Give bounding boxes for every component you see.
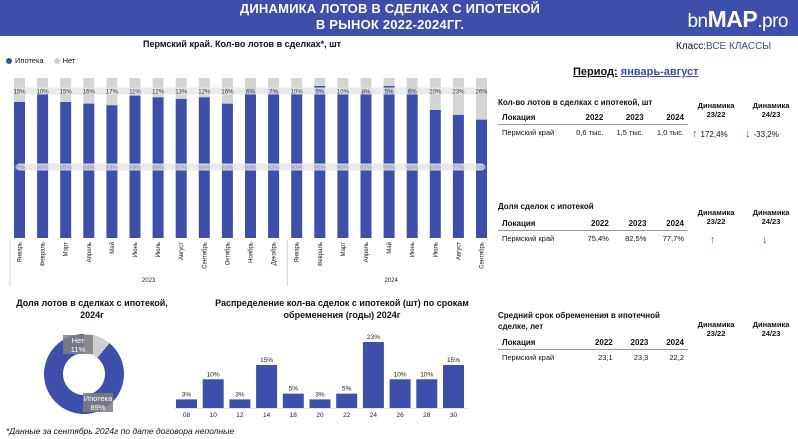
data-label-mortgage: 94% (244, 165, 257, 172)
table2-cell-2022: 75,4% (575, 231, 613, 247)
period-label: Период: (573, 66, 618, 78)
term-bar (203, 379, 224, 408)
bar-mortgage (453, 115, 464, 238)
donut-chart (40, 328, 140, 422)
data-label-none: 11% (129, 89, 141, 96)
table3-dyn1-head: Динамика 23/22 (697, 320, 735, 338)
group-label: 2024 (384, 278, 398, 284)
x-tick-label: Август (456, 242, 463, 261)
term-distribution-chart (172, 326, 492, 426)
term-bar-label: 15% (446, 356, 461, 364)
bar-mortgage (314, 86, 325, 238)
bar-mortgage (245, 88, 256, 238)
term-x-tick: 28 (423, 412, 431, 419)
term-bar-label: 3% (181, 391, 192, 399)
bar-none (314, 78, 325, 86)
x-tick-label: Август (179, 242, 186, 261)
term-bar (256, 365, 277, 408)
table2 (498, 217, 688, 246)
table3-col-location: Локация (502, 338, 536, 347)
table3-col-2023: 2023 (630, 338, 649, 347)
table-row (498, 125, 688, 141)
data-label-none: 8% (361, 89, 371, 96)
x-tick-label: Июнь (133, 242, 139, 258)
term-bar-label: 3% (235, 391, 245, 399)
term-bar (390, 379, 411, 408)
term-bar (176, 399, 197, 408)
table1-cell-location: Пермский край (498, 125, 567, 141)
bar-mortgage (407, 88, 418, 238)
term-bar-label: 10% (206, 371, 220, 379)
bnmap-logo: bnMAP.pro (687, 6, 788, 32)
x-tick-label: Октябрь (225, 242, 232, 266)
data-label-mortgage: 88% (152, 165, 165, 172)
term-x-tick: 20 (316, 412, 324, 419)
donut-value: 11% (70, 345, 86, 354)
x-tick-label: Ноябрь (248, 242, 255, 263)
table2-cell-2024: 77,7% (650, 231, 688, 247)
table2-dyn1 (710, 234, 716, 246)
page-title-line1: ДИНАМИКА ЛОТОВ В СДЕЛКАХ С ИПОТЕКОЙ (239, 1, 541, 16)
data-label-none: 10% (336, 89, 349, 96)
data-label-mortgage: 80% (429, 165, 442, 172)
term-bar (229, 399, 250, 408)
table3-cell-2022: 23,1 (581, 350, 617, 366)
page-title (200, 1, 580, 33)
group-label: 2023 (141, 278, 156, 284)
term-bar-label: 3% (315, 391, 325, 399)
x-tick-label: Май (109, 242, 116, 254)
term-bar (336, 394, 357, 408)
donut-label: Ипотека (83, 394, 113, 403)
data-label-none: 15% (59, 89, 72, 96)
data-label-none: 23% (452, 89, 465, 96)
term-x-tick: 12 (236, 412, 244, 419)
x-tick-label: Сентябрь (202, 242, 209, 269)
table3-col-2024: 2024 (666, 338, 684, 347)
data-label-mortgage: 92% (359, 165, 373, 172)
bar-mortgage (476, 120, 487, 238)
arrow-up-icon: ↑ (692, 128, 698, 140)
table2-col-2023: 2023 (628, 219, 647, 228)
data-label-mortgage: 74% (475, 165, 488, 172)
period-filter[interactable] (573, 66, 699, 78)
bar-none (476, 78, 487, 120)
table3-col-2022: 2022 (594, 338, 613, 347)
class-filter[interactable] (676, 41, 771, 52)
donut-title: Доля лотов в сделках с ипотекой, 2024г (16, 298, 168, 320)
header-bar (0, 0, 798, 36)
term-x-tick: 08 (182, 412, 191, 419)
data-label-none: 10% (36, 89, 49, 96)
page-title-line2: В РЫНОК 2022-2024ГГ. (315, 17, 465, 32)
term-bar (363, 342, 384, 408)
table1-cell-2023: 1,5 тыс. (607, 125, 647, 141)
class-filter-label: Класс: (676, 41, 706, 52)
data-label-mortgage: 94% (406, 165, 419, 172)
main-chart-title: Пермский край. Кол-во лотов в сделках*, шт (143, 39, 341, 49)
term-bar-label: 15% (260, 356, 274, 364)
table1-cell-2022: 0,6 тыс. (567, 125, 607, 141)
data-label-mortgage: 88% (198, 165, 211, 172)
data-label-none: 20% (429, 89, 442, 96)
table1-dyn1-head: Динамика 23/22 (697, 101, 735, 119)
table2-col-2022: 2022 (591, 219, 609, 228)
data-label-none: 12% (198, 89, 211, 96)
data-label-none: 6% (246, 89, 255, 96)
data-label-none: 16% (221, 89, 234, 96)
data-label-mortgage: 84% (221, 165, 234, 172)
bar-none (384, 78, 395, 86)
data-label-none: 5% (315, 89, 325, 96)
data-label-none: 15% (13, 89, 26, 96)
table1-col-location: Локация (502, 113, 536, 122)
data-label-none: 6% (407, 89, 417, 96)
bar-none (407, 78, 418, 88)
arrow-down-icon: ↓ (745, 128, 751, 140)
term-bar (416, 379, 437, 408)
data-label-none: 17% (105, 89, 118, 96)
arrow-down-icon: ↓ (762, 234, 768, 246)
donut-value: 89% (90, 403, 106, 412)
table1-cell-2024: 1,0 тыс. (648, 125, 688, 141)
table2-cell-2023: 82,5% (613, 231, 651, 247)
x-tick-label: Июнь (410, 242, 417, 258)
data-label-mortgage: 84% (82, 165, 95, 172)
bar-mortgage (106, 105, 117, 238)
term-x-tick: 22 (343, 412, 351, 419)
table3-title: Средний срок обременения в ипотечной сделке, лет (498, 311, 660, 331)
table1-col-2024: 2024 (666, 113, 684, 122)
term-x-tick: 30 (449, 412, 458, 419)
table-row (498, 231, 688, 247)
legend-item-none: Нет (54, 56, 76, 65)
table1-dyn2-head: Динамика 24/23 (752, 101, 790, 119)
data-label-none: 10% (290, 89, 303, 96)
table-row (498, 350, 688, 366)
x-tick-label: Июль (433, 242, 440, 258)
table1-col-2022: 2022 (585, 113, 604, 122)
term-bar-label: 23% (366, 334, 380, 341)
x-tick-label: Март (340, 242, 347, 257)
x-tick-label: Сентябрь (479, 242, 486, 269)
table1-dyn1: ↑ 172,4% (692, 128, 728, 140)
bar-mortgage (384, 86, 395, 238)
table3-cell-2023: 23,3 (617, 350, 653, 366)
data-label-none: 13% (175, 89, 188, 96)
term-x-tick: 10 (209, 412, 217, 419)
legend-item-mortgage: Ипотека (6, 56, 44, 65)
data-label-mortgage: 90% (290, 165, 303, 172)
data-label-mortgage: 93% (267, 165, 280, 172)
x-tick-label: Март (63, 242, 70, 257)
bar-mortgage (430, 110, 441, 238)
term-bar (310, 399, 331, 408)
data-label-mortgage: 89% (128, 165, 142, 172)
data-label-mortgage: 83% (105, 165, 118, 172)
bar-none (453, 78, 464, 115)
data-label-none: 16% (82, 89, 95, 96)
table1-col-2023: 2023 (625, 113, 644, 122)
x-tick-label: Февраль (40, 242, 47, 267)
data-label-mortgage: 85% (59, 165, 72, 172)
data-label-mortgage: 90% (36, 165, 49, 172)
data-label-mortgage: 90% (336, 165, 349, 172)
table1 (498, 111, 688, 140)
x-tick-label: Апрель (364, 242, 370, 263)
x-tick-label: Июль (156, 242, 163, 258)
data-label-none: 7% (269, 89, 278, 96)
class-filter-value[interactable]: ВСЕ КЛАССЫ (706, 41, 772, 52)
data-label-mortgage: 87% (175, 165, 188, 172)
term-bar (283, 394, 304, 408)
term-x-tick: 26 (396, 412, 404, 419)
table3 (498, 336, 688, 365)
data-label-mortgage: 77% (452, 165, 465, 172)
x-tick-label: Февраль (317, 242, 324, 267)
x-tick-label: Декабрь (271, 242, 278, 266)
table2-col-2024: 2024 (666, 219, 684, 228)
table2-dyn1-head: Динамика 23/22 (697, 208, 735, 226)
term-bar-label: 5% (341, 385, 352, 393)
term-bar-label: 5% (288, 385, 299, 393)
table3-dyn2-head: Динамика 24/23 (752, 320, 790, 338)
main-stacked-bar-chart (0, 64, 490, 294)
table2-cell-location: Пермский край (498, 231, 575, 247)
period-value[interactable]: январь-август (620, 66, 699, 78)
table2-dyn2 (762, 234, 768, 246)
data-label-none: 26% (475, 89, 488, 96)
table1-dyn2: ↓ -33,2% (745, 128, 779, 140)
table2-dyn2-head: Динамика 24/23 (752, 208, 790, 226)
table3-cell-2024: 22,2 (652, 350, 688, 366)
x-tick-label: Январь (17, 242, 24, 263)
data-label-none: 12% (152, 89, 165, 96)
term-bar (443, 365, 464, 408)
term-x-tick: 24 (369, 412, 378, 419)
data-label-mortgage: 85% (13, 165, 26, 172)
term-x-tick: 14 (262, 412, 271, 419)
term-bar-label: 10% (420, 371, 434, 379)
x-tick-label: Январь (294, 242, 301, 263)
table3-cell-location: Пермский край (498, 350, 581, 366)
footnote: *Данные за сентябрь 2024г по дате договора неполные (6, 426, 235, 436)
x-tick-label: Май (387, 242, 394, 254)
data-label-none: 5% (384, 89, 394, 96)
term-x-tick: 18 (289, 412, 297, 419)
table2-col-location: Локация (502, 219, 536, 228)
term-chart-title: Распределение кол-ва сделок с ипотекой (шт) по срокам обременения (годы) 2024г (215, 298, 469, 320)
data-label-mortgage: 95% (313, 165, 326, 172)
table2-title: Доля сделок с ипотекой (498, 202, 594, 211)
data-label-mortgage: 95% (383, 165, 396, 172)
term-bar-label: 10% (393, 371, 407, 379)
arrow-up-icon: ↑ (710, 234, 716, 246)
table1-title: Кол-во лотов в сделках с ипотекой, шт (498, 98, 653, 107)
bar-none (245, 78, 256, 88)
x-tick-label: Апрель (86, 242, 93, 263)
donut-label: Нет (71, 336, 85, 345)
